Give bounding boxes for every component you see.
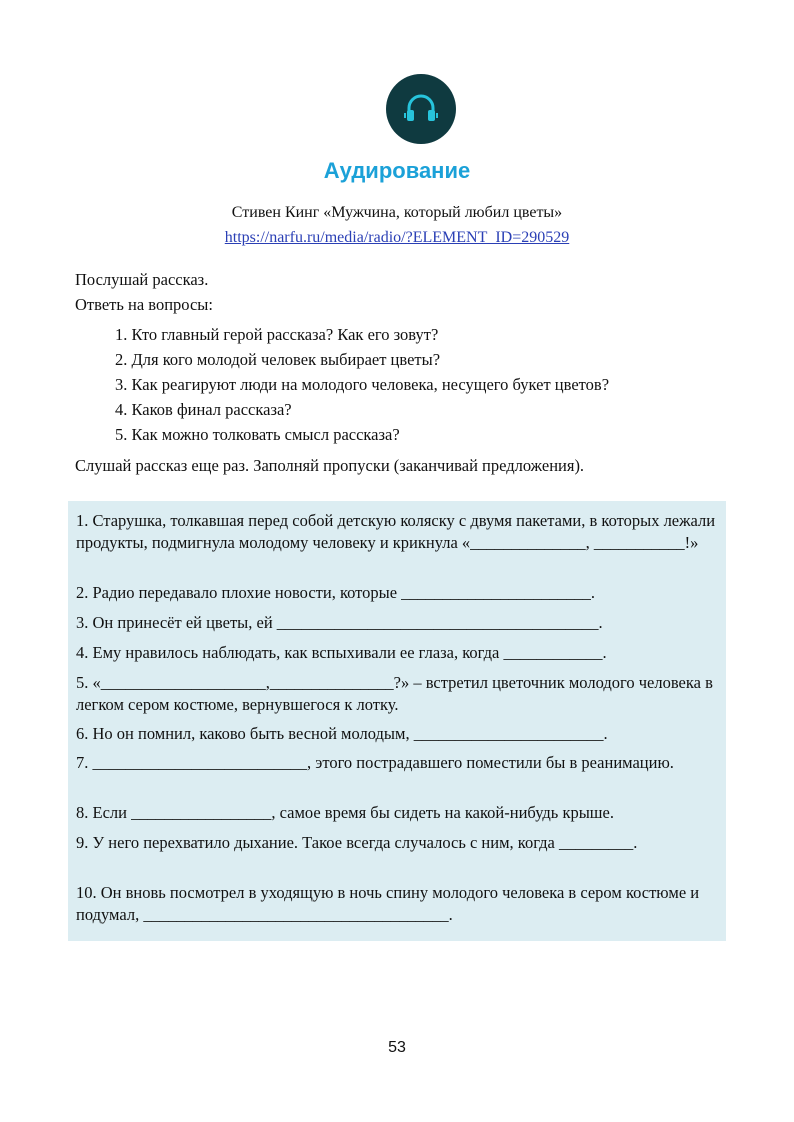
- intro-text: [75, 267, 213, 317]
- exercise-item: 1. Старушка, толкавшая перед собой детскую коляску с двумя пакетами, в которых лежали продукты, подмигнула молодому человеку и крикнула «______________, ___________!»: [76, 511, 716, 552]
- instruction: Слушай рассказ еще раз. Заполняй пропуски (заканчивай предложения).: [75, 456, 585, 475]
- exercise-item: 3. Он принесёт ей цветы, ей _______________________________________.: [76, 613, 603, 632]
- page-title: Аудирование: [323, 158, 471, 183]
- exercise-item: 4. Ему нравилось наблюдать, как вспыхивали ее глаза, когда ____________.: [76, 643, 607, 662]
- exercise-item: 5. «____________________,_______________?» – встретил цветочник молодого человека в легком сером костюме, вернувшегося к лотку.: [76, 673, 713, 714]
- question-item: 1. Кто главный герой рассказа? Как его зовут?: [115, 325, 439, 344]
- exercise-item: 10. Он вновь посмотрел в уходящую в ночь спину молодого человека в сером костюме и подумал, _____________________________________.: [76, 883, 700, 924]
- question-item: 4. Каков финал рассказа?: [115, 400, 292, 419]
- exercise-item: 7. __________________________, этого пострадавшего поместили бы в реанимацию.: [76, 753, 674, 772]
- exercise-item: 8. Если _________________, самое время бы сидеть на какой-нибудь крыше.: [76, 803, 614, 822]
- source-title: Стивен Кинг «Мужчина, который любил цветы»: [231, 204, 563, 221]
- question-item: 5. Как можно толковать смысл рассказа?: [115, 425, 400, 444]
- question-item: 3. Как реагируют люди на молодого человека, несущего букет цветов?: [115, 375, 610, 394]
- exercise-item: 2. Радио передавало плохие новости, которые _______________________.: [76, 583, 596, 602]
- source-link[interactable]: https://narfu.ru/media/radio/?ELEMENT_ID=290529: [224, 229, 570, 246]
- exercise-item: 9. У него перехватило дыхание. Такое всегда случалось с ним, когда _________.: [76, 833, 638, 852]
- question-item: 2. Для кого молодой человек выбирает цветы?: [115, 350, 441, 369]
- source-link-line: [0, 229, 794, 247]
- exercise-box: [68, 501, 726, 941]
- intro-line: Послушай рассказ.: [75, 270, 209, 289]
- headphones-icon: [386, 74, 456, 144]
- exercise-item: 6. Но он помнил, каково быть весной молодым, _______________________.: [76, 724, 608, 743]
- page-number: 53: [388, 1039, 406, 1056]
- question-list: [115, 322, 609, 447]
- intro-line: Ответь на вопросы:: [75, 295, 213, 314]
